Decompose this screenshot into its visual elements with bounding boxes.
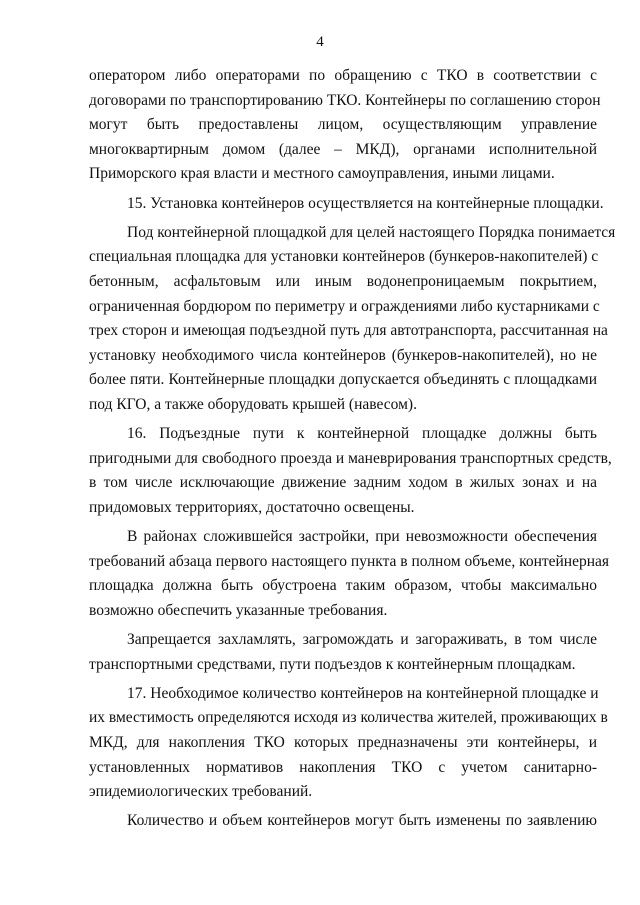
text-line: бетонным, асфальтовым или иным водонепроницаемым покрытием,	[89, 272, 597, 290]
text-line: площадка должна быть обустроена таким образом, чтобы максимально	[89, 577, 597, 595]
text-line: под КГО, а также оборудовать крышей (навесом).	[89, 395, 417, 413]
text-line: в том числе исключающие движение задним ходом в жилых зонах и на	[89, 474, 597, 492]
text-line: их вместимость определяются исходя из количества жителей, проживающих в	[89, 709, 608, 727]
text-line: эпидемиологических требований.	[89, 783, 313, 801]
text-line: установку необходимого числа контейнеров (бункеров-накопителей), но не	[89, 346, 597, 364]
text-line: транспортными средствами, пути подъездов к контейнерным площадкам.	[89, 655, 576, 673]
document-body	[89, 64, 616, 834]
text-line: требований абзаца первого настоящего пункта в полном объеме, контейнерная	[89, 552, 610, 570]
text-line: многоквартирным домом (далее – МКД), органами исполнительной	[89, 140, 597, 158]
text-line: Под контейнерной площадкой для целей настоящего Порядка понимается	[127, 223, 616, 241]
text-line: пригодными для свободного проезда и маневрирования транспортных средств,	[89, 449, 612, 467]
text-line: В районах сложившейся застройки, при невозможности обеспечения	[127, 528, 597, 546]
text-line: Количество и объем контейнеров могут быть изменены по заявлению	[127, 812, 597, 830]
text-line: 17. Необходимое количество контейнеров на контейнерной площадке и	[127, 684, 599, 702]
page-number: 4	[316, 34, 324, 50]
text-line: Приморского края власти и местного самоуправления, иными лицами.	[89, 165, 555, 183]
text-line: МКД, для накопления ТКО которых предназначены эти контейнеры, и	[89, 734, 597, 751]
text-line: Запрещается захламлять, загромождать и загораживать, в том числе	[127, 631, 597, 649]
text-line: оператором либо операторами по обращению с ТКО в соответствии с	[89, 67, 597, 84]
text-line: более пяти. Контейнерные площадки допускается объединять с площадками	[89, 371, 597, 389]
text-line: специальная площадка для установки контейнеров (бункеров-накопителей) с	[89, 248, 599, 266]
text-line: могут быть предоставлены лицом, осуществляющим управление	[89, 116, 597, 134]
text-line: 16. Подъездные пути к контейнерной площадке должны быть	[127, 425, 597, 443]
text-line: договорами по транспортированию ТКО. Контейнеры по соглашению сторон	[89, 91, 601, 109]
text-line: установленных нормативов накопления ТКО с учетом санитарно-	[89, 758, 597, 776]
text-line: ограниченная бордюром по периметру и ограждениями либо кустарниками с	[89, 297, 600, 315]
text-line: 15. Установка контейнеров осуществляется на контейнерные площадки.	[127, 194, 604, 212]
text-line: возможно обеспечить указанные требования.	[89, 601, 388, 619]
text-line: придомовых территориях, достаточно освещены.	[89, 498, 415, 516]
text-line: трех сторон и имеющая подъездной путь для автотранспорта, рассчитанная на	[89, 322, 608, 340]
